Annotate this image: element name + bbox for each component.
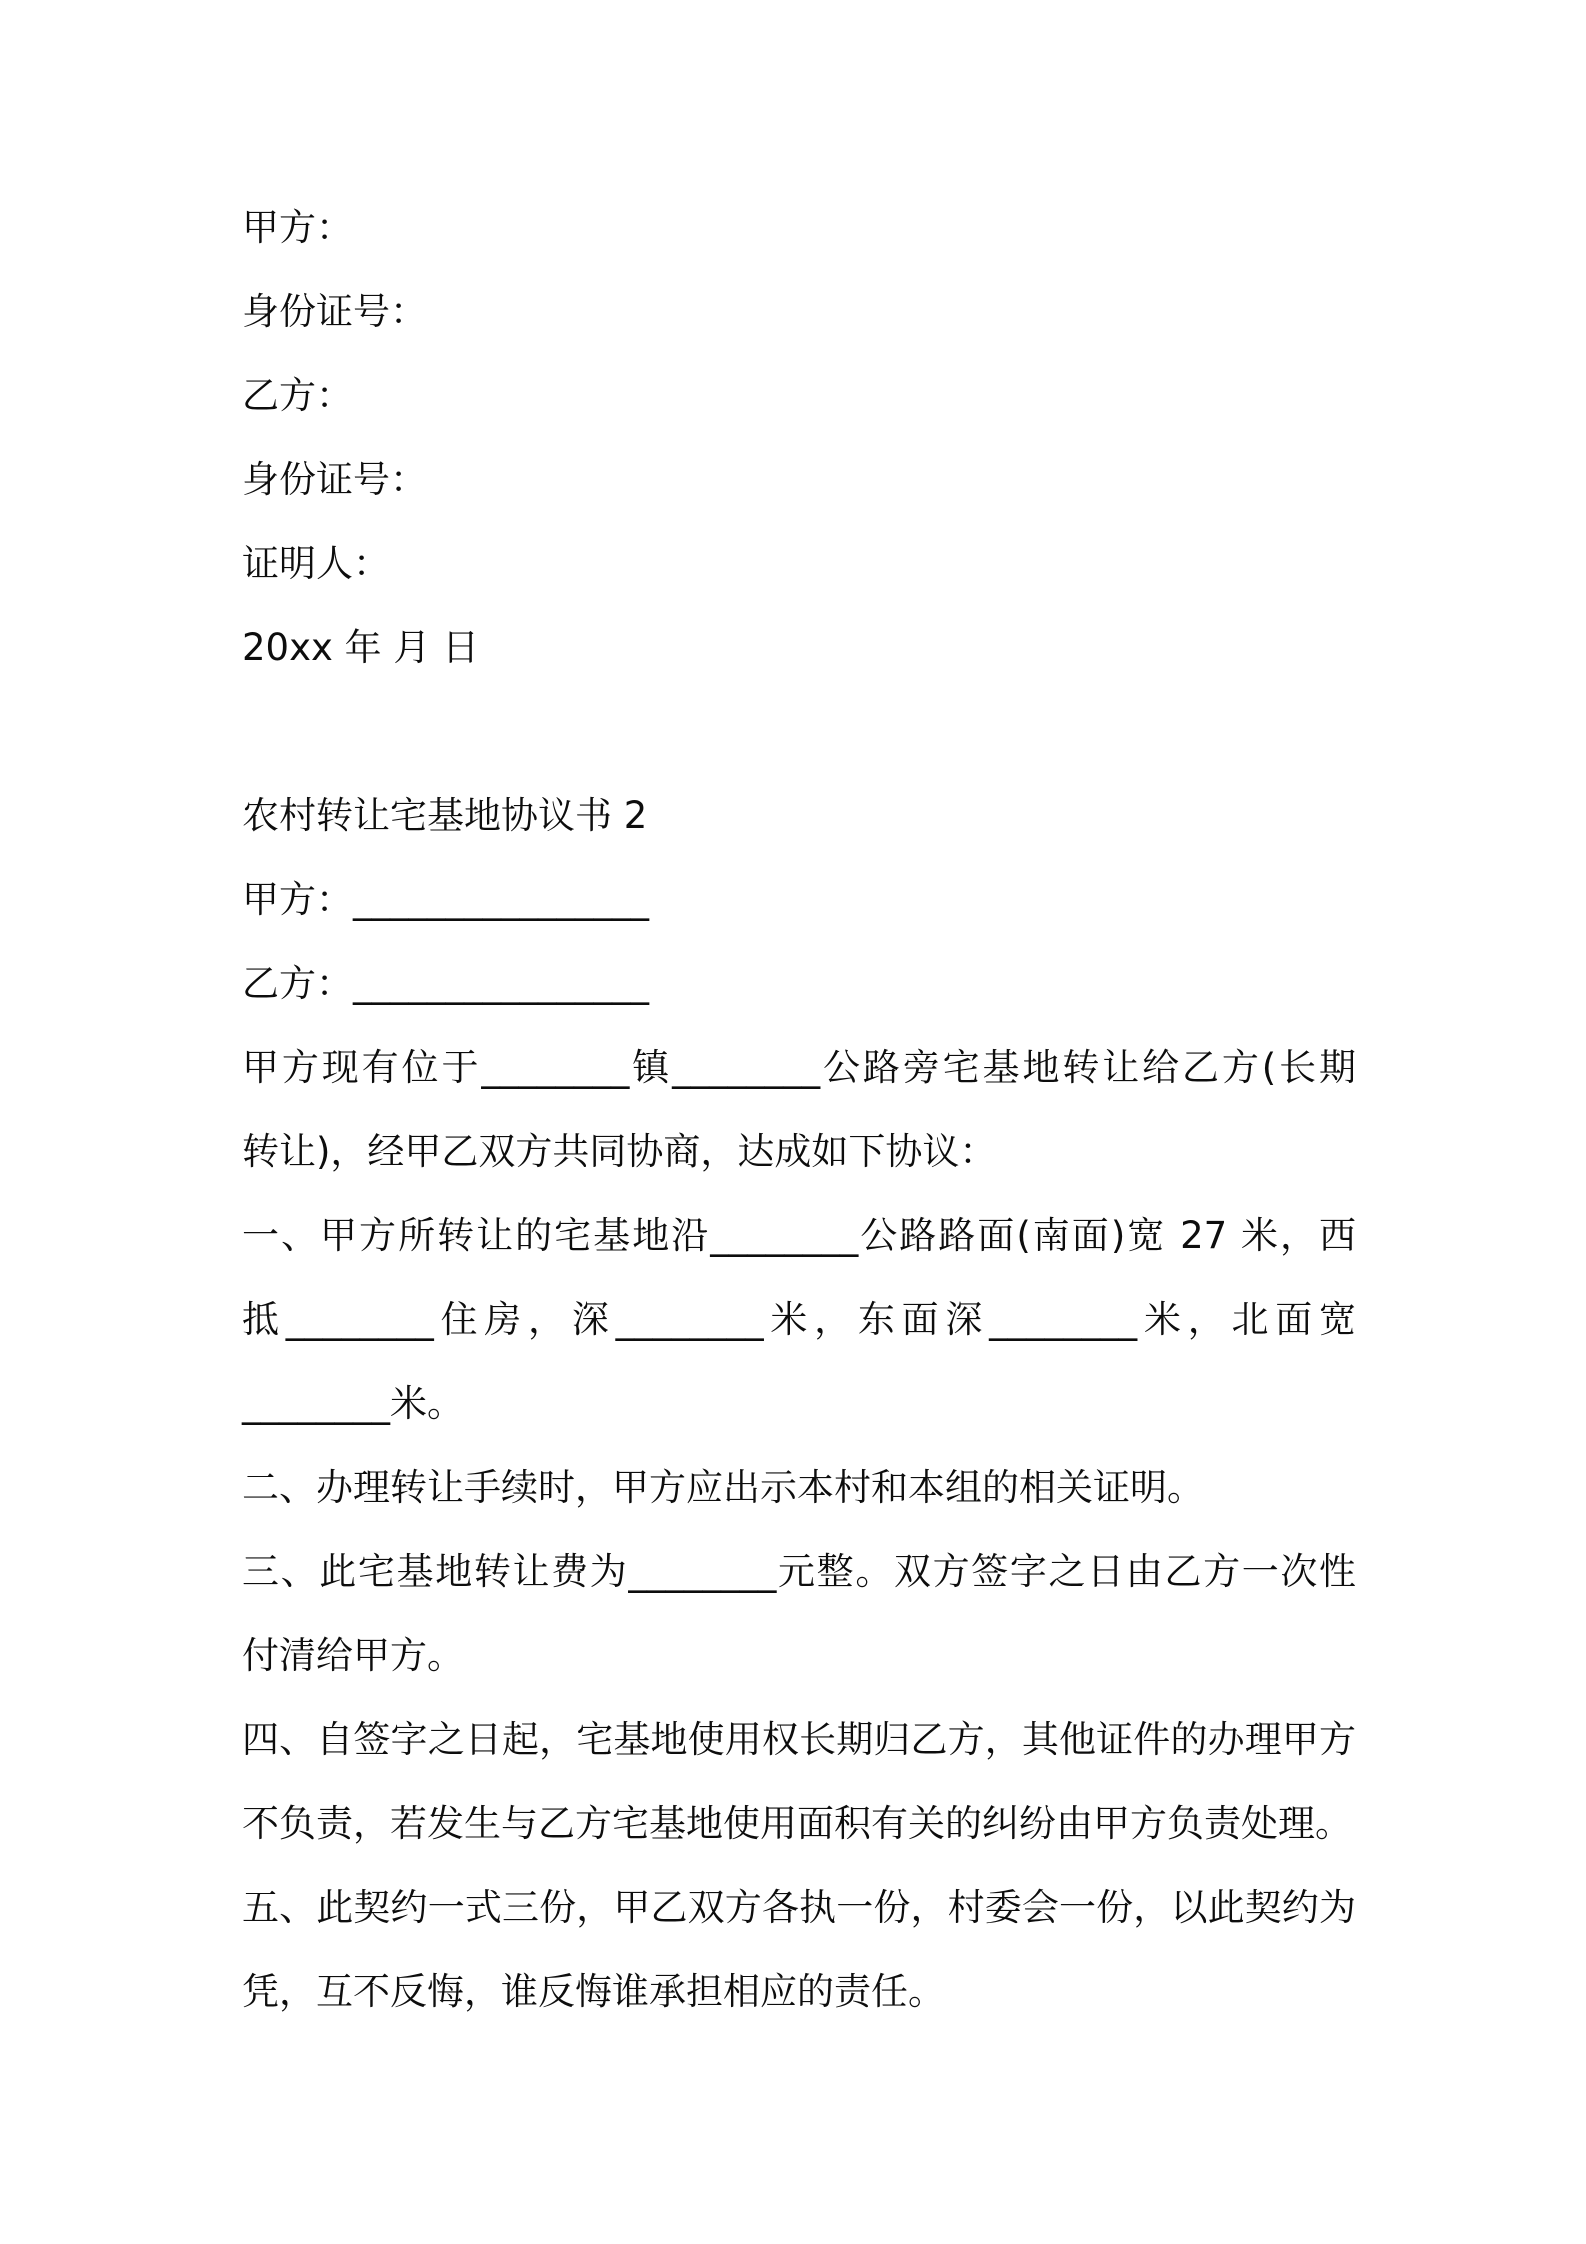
witness-label: 证明人： <box>242 542 390 585</box>
paragraph-line: 五、此契约一式三份，甲乙双方各执一份，村委会一份，以此契约为 <box>242 1886 1356 1929</box>
paragraph-line: 抵________住房，深________米，东面深________米，北面宽 <box>242 1298 1356 1341</box>
signing-date: 20xx 年 月 日 <box>242 626 480 669</box>
paragraph-line: 三、此宅基地转让费为________元整。双方签字之日由乙方一次性 <box>242 1550 1356 1593</box>
party-b-label: 乙方： <box>242 374 353 417</box>
clause-4-paragraph <box>242 1698 1356 1866</box>
preamble-paragraph <box>242 1026 1356 1194</box>
paragraph-line: 四、自签字之日起，宅基地使用权长期归乙方，其他证件的办理甲方 <box>242 1718 1356 1761</box>
paragraph-line: 转让)，经甲乙双方共同协商，达成如下协议： <box>242 1130 997 1173</box>
party-a-label: 甲方： <box>242 206 353 249</box>
party-a-field: 甲方：________________ <box>242 878 649 921</box>
party-b-id-label: 身份证号： <box>242 458 427 501</box>
document-body <box>242 186 1356 2034</box>
paragraph-line: 一、甲方所转让的宅基地沿________公路路面(南面)宽 27 米，西 <box>242 1214 1356 1257</box>
agreement-title: 农村转让宅基地协议书 2 <box>242 794 648 837</box>
clause-3-paragraph <box>242 1530 1356 1698</box>
party-b-field: 乙方：________________ <box>242 962 649 1005</box>
clause-1-paragraph <box>242 1194 1356 1446</box>
paragraph-line: 不负责，若发生与乙方宅基地使用面积有关的纠纷由甲方负责处理。 <box>242 1802 1352 1845</box>
agreement-section <box>242 774 1356 2034</box>
paragraph-line: 甲方现有位于________镇________公路旁宅基地转让给乙方(长期 <box>242 1046 1356 1089</box>
clause-5-paragraph <box>242 1866 1356 2034</box>
signature-block <box>242 186 1356 690</box>
paragraph-line: ________米。 <box>242 1382 464 1425</box>
clause-2-paragraph <box>242 1446 1356 1530</box>
paragraph-line: 二、办理转让手续时，甲方应出示本村和本组的相关证明。 <box>242 1466 1204 1509</box>
paragraph-line: 付清给甲方。 <box>242 1634 464 1677</box>
paragraph-line: 凭，互不反悔，谁反悔谁承担相应的责任。 <box>242 1970 945 2013</box>
party-a-id-label: 身份证号： <box>242 290 427 333</box>
